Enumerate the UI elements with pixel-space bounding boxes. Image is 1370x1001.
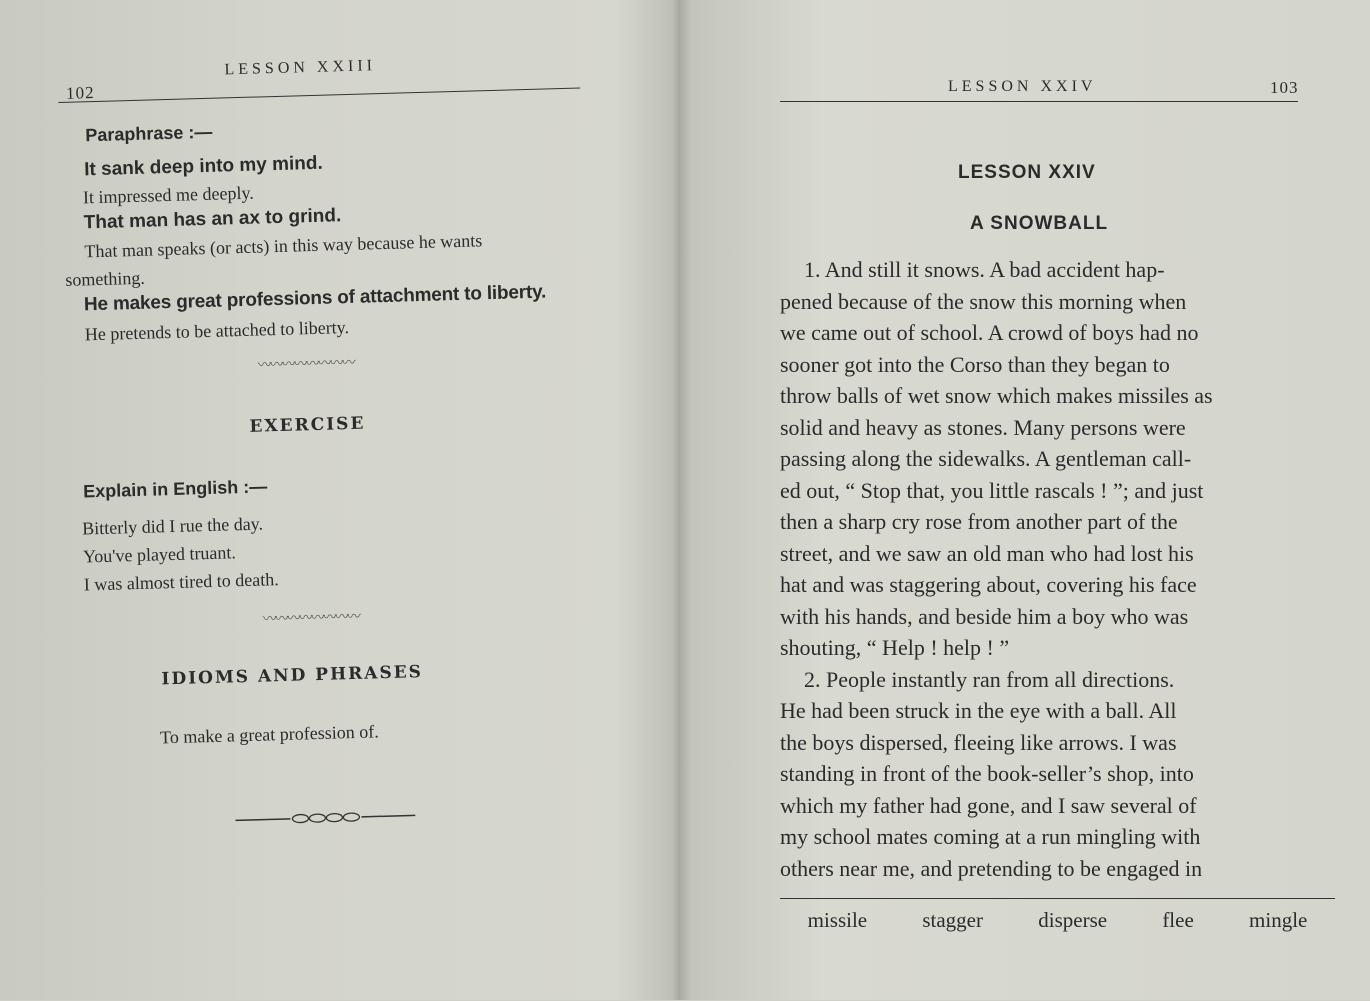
text-line bbox=[780, 853, 1335, 885]
text-line bbox=[780, 254, 1335, 286]
line-text: the boys dispersed, fleeing like arrows. I was bbox=[780, 729, 1177, 755]
line-text: He had been struck in the eye with a ball. All bbox=[780, 698, 1177, 723]
line-text: ed out, “ Stop that, you little rascals ! ”; and just bbox=[780, 477, 1204, 503]
ornament-divider: 〰〰〰〰〰〰〰〰 bbox=[257, 355, 354, 374]
text-line bbox=[780, 349, 1335, 381]
text-line bbox=[780, 569, 1335, 601]
idiom-line: To make a great profession of. bbox=[159, 721, 379, 748]
text-line bbox=[780, 317, 1335, 349]
line-text: standing in front of the book-seller’s shop, into bbox=[780, 761, 1194, 786]
text-line bbox=[780, 506, 1335, 538]
end-ornament bbox=[235, 808, 415, 827]
paraphrase-line: That man has an ax to grind. bbox=[83, 205, 342, 234]
footer-rule bbox=[780, 898, 1335, 899]
line-text: my school mates coming at a run mingling with bbox=[780, 824, 1201, 849]
line-text: shouting, “ Help ! help ! ” bbox=[780, 635, 1010, 660]
line-text: 1. And still it snows. A bad accident hap- bbox=[804, 257, 1165, 282]
exercise-line: You've played truant. bbox=[82, 542, 237, 567]
line-text: which my father had gone, and I saw several of bbox=[780, 792, 1197, 818]
text-line bbox=[780, 695, 1335, 727]
text-line bbox=[780, 538, 1335, 570]
text-line bbox=[780, 727, 1335, 759]
line-text: throw balls of wet snow which makes missiles as bbox=[780, 383, 1213, 408]
ornament-divider: 〰〰〰〰〰〰〰〰 bbox=[262, 609, 360, 628]
paraphrase-heading: Paraphrase :— bbox=[84, 121, 213, 146]
header-rule bbox=[58, 87, 580, 103]
text-line bbox=[780, 380, 1335, 412]
page-number: 102 bbox=[65, 83, 95, 103]
line-text: then a sharp cry rose from another part of the bbox=[780, 509, 1178, 534]
idioms-title: IDIOMS AND PHRASES bbox=[161, 662, 424, 690]
text-line bbox=[780, 632, 1335, 664]
line-text: 2. People instantly ran from all directions. bbox=[804, 666, 1175, 692]
text-line bbox=[780, 758, 1335, 790]
exercise-line: I was almost tired to death. bbox=[83, 569, 279, 595]
paraphrase-line: It sank deep into my mind. bbox=[83, 152, 324, 181]
exercise-heading: Explain in English :— bbox=[82, 476, 268, 502]
running-head: LESSON XXIII bbox=[224, 57, 377, 79]
line-text: sooner got into the Corso than they began to bbox=[780, 351, 1170, 377]
text-line bbox=[780, 443, 1335, 475]
exercise-line: Bitterly did I rue the day. bbox=[81, 513, 264, 539]
line-text: solid and heavy as stones. Many persons were bbox=[780, 414, 1186, 440]
line-text: street, and we saw an old man who had lost his bbox=[780, 540, 1194, 566]
line-text: others near me, and pretending to be engaged in bbox=[780, 855, 1203, 881]
vocab-word: missile bbox=[807, 908, 868, 932]
text-line bbox=[780, 601, 1335, 633]
vocab-word: flee bbox=[1162, 908, 1194, 932]
line-text: pened because of the snow this morning when bbox=[780, 288, 1187, 314]
text-line bbox=[780, 286, 1335, 318]
paraphrase-line: He pretends to be attached to liberty. bbox=[84, 317, 350, 345]
line-text: we came out of school. A crowd of boys had no bbox=[780, 320, 1199, 345]
paraphrase-line: He makes great professions of attachment to liberty. bbox=[83, 281, 547, 316]
story-title: A SNOWBALL bbox=[970, 213, 1109, 234]
story-body bbox=[780, 254, 1335, 884]
vocab-word: stagger bbox=[922, 908, 984, 932]
line-text: passing along the sidewalks. A gentleman call- bbox=[780, 446, 1192, 471]
text-line bbox=[780, 790, 1335, 822]
text-line bbox=[780, 475, 1335, 507]
paraphrase-line: something. bbox=[65, 267, 146, 290]
vocab-word: mingle bbox=[1249, 908, 1308, 932]
left-page bbox=[0, 0, 680, 1000]
header-rule bbox=[780, 101, 1298, 102]
line-text: with his hands, and beside him a boy who was bbox=[780, 603, 1189, 629]
page-number: 103 bbox=[1270, 78, 1299, 97]
paraphrase-line: It impressed me deeply. bbox=[82, 182, 255, 208]
text-line bbox=[780, 821, 1335, 853]
text-line bbox=[780, 664, 1335, 696]
lesson-title: LESSON XXIV bbox=[958, 162, 1096, 183]
running-head: LESSON XXIV bbox=[948, 78, 1097, 95]
paraphrase-line: That man speaks (or acts) in this way because he wants bbox=[84, 230, 483, 262]
vocab-word: disperse bbox=[1038, 908, 1108, 932]
text-line bbox=[780, 412, 1335, 444]
vocabulary-row bbox=[780, 908, 1335, 933]
exercise-title: EXERCISE bbox=[249, 413, 366, 437]
line-text: hat and was staggering about, covering his face bbox=[780, 572, 1197, 597]
